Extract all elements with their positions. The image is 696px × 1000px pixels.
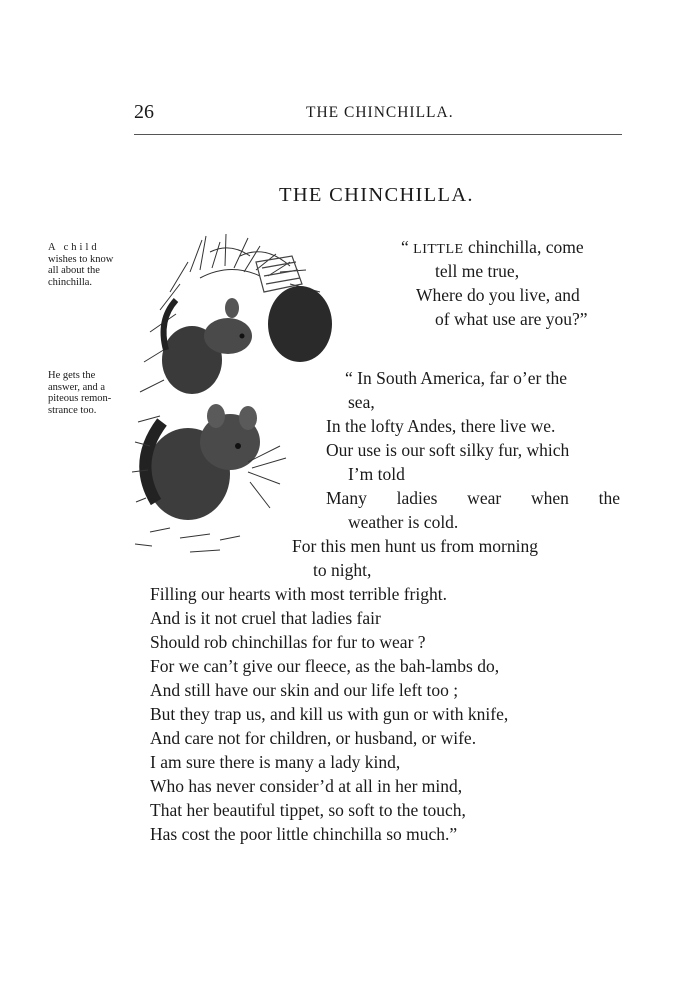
poem-line: But they trap us, and kill us with gun or with knife, — [150, 704, 509, 724]
poem-line: Has cost the poor little chinchilla so much.” — [150, 824, 458, 844]
side-note-line: answer, and a — [48, 381, 106, 393]
poem-line: Who has never consider’d at all in her mind, — [150, 776, 463, 796]
header-rule — [134, 134, 622, 135]
poem-line: I am sure there is many a lady kind, — [150, 752, 401, 772]
running-head: THE CHINCHILLA. — [306, 104, 454, 121]
poem-line: And still have our skin and our life left too ; — [150, 680, 459, 700]
poem-line: For this men hunt us from morning — [292, 536, 538, 556]
side-note-line: He gets the — [48, 370, 96, 381]
poem-line: Many ladies wear when the — [326, 488, 620, 508]
chinchilla-illustration — [130, 232, 385, 564]
poem-line: weather is cold. — [348, 512, 459, 532]
small-caps-word: LITTLE — [413, 242, 464, 257]
side-note-line: chinchilla. — [48, 276, 93, 288]
side-note-line: strance too. — [48, 404, 97, 416]
side-note-line: all about the — [48, 265, 100, 276]
poem-line: And is it not cruel that ladies fair — [150, 608, 381, 628]
side-note-line: piteous remon- — [48, 393, 112, 404]
poem-title: THE CHINCHILLA. — [279, 184, 474, 206]
poem-line: For we can’t give our fleece, as the bah-lambs do, — [150, 656, 500, 676]
poem-line: In the lofty Andes, there live we. — [326, 416, 556, 436]
side-note-line: A child — [48, 242, 100, 253]
poem-line: That her beautiful tippet, so soft to the touch, — [150, 800, 466, 820]
poem-line: And care not for children, or husband, or wife. — [150, 728, 477, 748]
poem-line: Where do you live, and — [416, 285, 580, 305]
poem-line: to night, — [313, 560, 372, 580]
poem-line: Should rob chinchillas for fur to wear ? — [150, 632, 426, 652]
poem-line: Filling our hearts with most terrible fright. — [150, 584, 447, 604]
side-note-line: wishes to know — [48, 253, 114, 265]
side-note-1 — [48, 242, 138, 288]
side-note-2 — [48, 370, 138, 416]
poem-line: I’m told — [348, 464, 405, 484]
page-number: 26 — [134, 101, 154, 123]
poem-line: “ In South America, far o’er the — [345, 368, 568, 388]
poem-line: sea, — [348, 392, 375, 412]
poem-line: of what use are you?” — [435, 309, 588, 329]
poem-line: Our use is our soft silky fur, which — [326, 440, 570, 460]
poem-line: tell me true, — [435, 261, 520, 281]
poem-line-1: “ LITTLE chinchilla, come — [401, 237, 584, 257]
